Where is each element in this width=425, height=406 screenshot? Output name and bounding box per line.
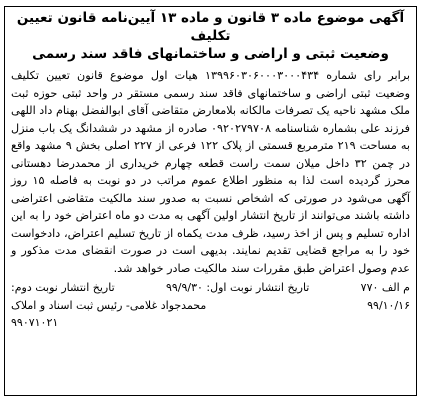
notice-title-line-1: آگهی موضوع ماده ۳ قانون و ماده ۱۳ آیین‌نامه قانون تعیین تکلیف bbox=[16, 10, 405, 44]
footer-reference: ۹۹۰۷۱۰۲۱ bbox=[11, 316, 59, 329]
footer-code: م الف ۷۷۰ bbox=[360, 281, 410, 294]
footer-row-2 bbox=[11, 297, 410, 315]
notice-title-line-2: وضعیت ثبتی و اراضی و ساختمانهای فاقد سند رسمی bbox=[32, 46, 389, 62]
footer-signature: محمدجواد غلامی- رئیس ثبت اسناد و املاک bbox=[11, 298, 207, 312]
legal-notice bbox=[4, 6, 417, 396]
notice-body: برابر رای شماره ۱۳۹۹۶۰۳۰۶۰۰۰۳۰۰۰۴۳۴ هیات اول موضوع قانون تعیین تکلیف وضعیت ثبتی اراضی و ساختمانهای فاقد سند رسمی مستقر در واحد ثبتی حوزه ثبت ملک مشهد ناحیه یک تصرفات مالکانه بلامعارض متقاضی آقای ابوالفضل بهنام داد اللهی فرزند علی بشماره شناسنامه ۰۹۲۰۲۷۹۷۰۸ صادره از مشهد در ششدانگ یک باب منزل به مساحت ۲۱۹ مترمربع قسمتی از پلاک ۱۲۲ فرعی از ۲۲۷ اصلی بخش ۹ مشهد واقع در چمن ۳۲ داخل میلان سمت راست قطعه چهارم خریداری از محمدرضا دهستانی محرز گردیده است لذا به منظور اطلاع عموم مراتب در دو نوبت به فاصله ۱۵ روز آگهی می‌شود در صورتی که اشخاص نسبت به صدور سند مالکیت متقاضی اعتراضی داشته باشند می‌توانند از تاریخ انتشار اولین آگهی به مدت دو ماه اعتراض خود را به این اداره تسلیم و پس از اخذ رسید، ظرف مدت یکماه از تاریخ تسلیم اعتراض، دادخواست خود را به مراجع قضایی تقدیم نمایند. بدیهی است در صورت انقضای مدت مذکور و عدم وصول اعتراض طبق مقررات سند مالکیت صادر خواهد شد. bbox=[11, 69, 411, 275]
footer-second-date-value: ۹۹/۱۰/۱۶ bbox=[367, 298, 410, 312]
footer-row-3 bbox=[11, 314, 410, 332]
footer-second-date-label: تاریخ انتشار نوبت دوم: bbox=[11, 281, 115, 294]
footer-first-date: تاریخ انتشار نوبت اول: ۹۹/۹/۳۰ bbox=[165, 281, 310, 294]
footer-row-1 bbox=[11, 279, 410, 297]
